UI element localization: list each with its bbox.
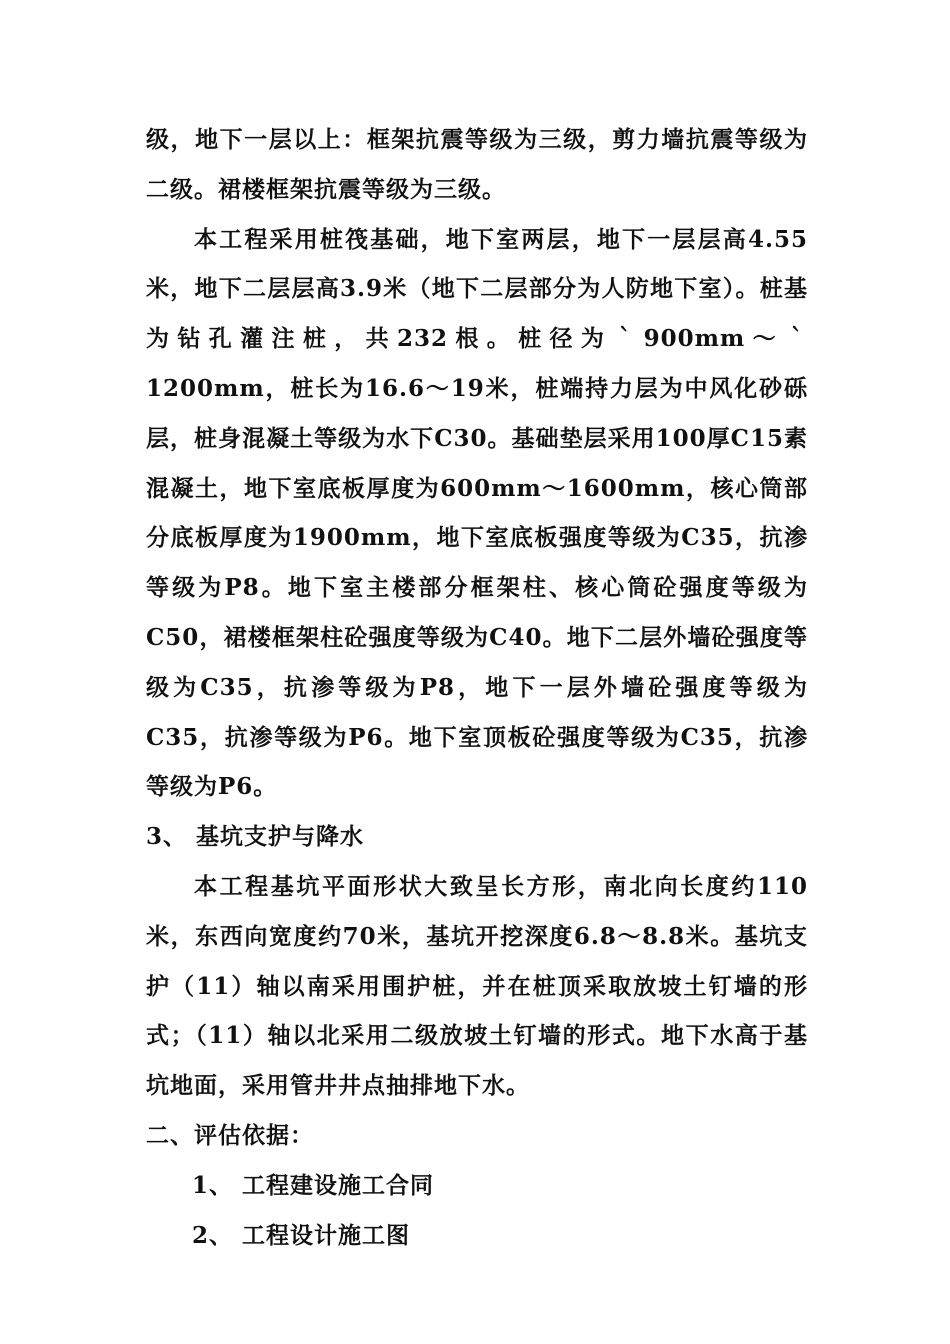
paragraph-seismic-grade: 级，地下一层以上：框架抗震等级为三级，剪力墙抗震等级为二级。裙楼框架抗震等级为三级。: [146, 126, 808, 203]
paragraph-excavation-support: 本工程基坑平面形状大致呈长方形，南北向长度约110米，东西向宽度约70米，基坑开挖深度6.8～8.8米。基坑支护（11）轴以南采用围护桩，并在桩顶采取放坡土钉墙的形式；（11）轴以北采用二级放坡土钉墙的形式。地下水高于基坑地面，采用管井井点抽排地下水。: [146, 872, 808, 1100]
list-item-contract: 1、 工程建设施工合同: [192, 1171, 435, 1199]
paragraph-foundation: 本工程采用桩筏基础，地下室两层，地下一层层高4.55米，地下二层层高3.9米（地下二层部分为人防地下室）。桩基为钻孔灌注桩，共232根。桩径为｀900mm～｀1200mm，桩长为16.6～19米，桩端持力层为中风化砂砾层，桩身混凝土等级为水下C30。基础垫层采用100厚C15素混凝土，地下室底板厚度为600mm～1600mm，核心筒部分底板厚度为1900mm，地下室底板强度等级为C35，抗渗等级为P8。地下室主楼部分框架柱、核心筒砼强度等级为C50，裙楼框架柱砼强度等级为C40。地下二层外墙砼强度等级为C35，抗渗等级为P8，地下一层外墙砼强度等级为C35，抗渗等级为P6。地下室顶板砼强度等级为C35，抗渗等级为P6。: [146, 225, 808, 801]
list-item-drawings: 2、 工程设计施工图: [192, 1221, 411, 1249]
section-heading-evaluation-basis: 二、评估依据：: [146, 1121, 314, 1149]
document-body: [146, 115, 808, 1260]
section-heading-excavation-support: 3、 基坑支护与降水: [146, 823, 365, 851]
